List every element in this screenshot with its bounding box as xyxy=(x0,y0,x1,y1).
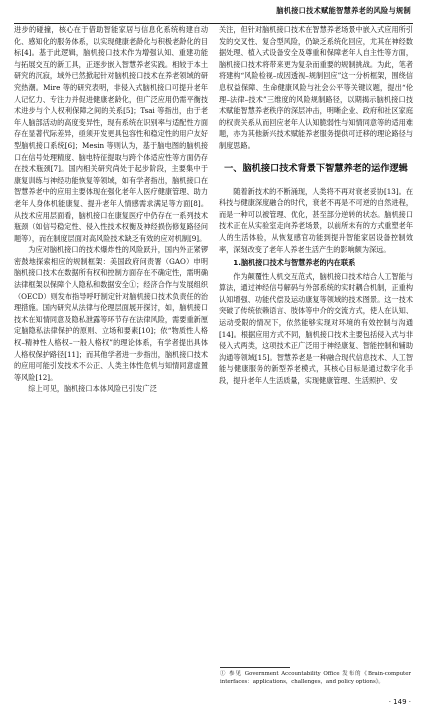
running-header-title: 脑机接口技术赋能智慧养老的风险与规制 xyxy=(276,6,411,15)
body-paragraph: 为应对脑机接口的技术爆炸性的风险跃升，国内外正紧锣密鼓地探索相应的规制框架：美国政府问责署（GAO）申明脑机接口技术在数据所有权和控制方面存在不确定性，需明确法律框架以保障个人隐私和数据安全①；经济合作与发展组织（OECD）则发布指导呼吁制定针对脑机接口技术负责任的治理措施。国内研究从法律与伦理层面展开探讨，如，脑机接口技术在知情同意及隐私泄露等环节存在法律风险，需要重新厘定脑隐私法律保护的原则、立场和要素[10]；依“物质性人格权–精神性人格权–一般人格权”的理论体系，有学者提出具体人格权保护路径[11]；而其他学者进一步指出，脑机接口技术的应用可能引发技术不公正、人类主体性危机与知情同意虚置等风险[12]。 xyxy=(14,245,208,382)
page-number: · 149 · xyxy=(388,698,411,706)
body-paragraph: 进步的碰撞，核心在于借助智能家居与信息化系统构建自动化、感知化的服务体系，以实现健康老龄化与积极老龄化的目标[4]。基于此逻辑，脑机接口技术作为增强认知、重建功能与拓展交互的新工具，正逐步嵌入智慧养老实践。相较于本土研究的沉寂，域外已然掀起针对脑机接口技术在养老领域的研究热潮。Mire 等的研究表明，非侵入式脑机接口可提升老年人记忆力、专注力并促进健康老龄化，但广泛应用仍需平衡技术进步与个人权利保障之间的关系[5]；Tsai 等指出，由于老年人脑部活动的高度变异性，现有系统在识别率与适配性方面存在显著代际差异，亟须开发更具包容性和稳定性的用户友好型脑机接口系统[6]；Mesin 等则认为，基于脑电图的脑机接口在信号处理精度、脑电特征提取与跨个体适应性等方面仍存在技术瓶颈[7]。国内相关研究尚处于起步阶段，主要集中于康复训练与神经功能恢复等领域，如有学者指出，脑机接口在智慧养老中的应用主要体现在强化老年人医疗健康管理、助力老年人身体机能康复、提升老年人情感需求满足等方面[8]。从技术应用层面看，脑机接口在康复医疗中仍存在一系列技术瓶颈（如信号稳定性、侵入性技术权衡及神经损伤修复路径问题等），而在制度层面对高风险技术缺乏有效的应对机制[9]。 xyxy=(14,25,208,243)
body-paragraph: 综上可见，脑机接口本体风险已引发广泛 xyxy=(28,384,157,394)
left-column xyxy=(14,24,208,672)
subsection-heading: 1.脑机接口技术与智慧养老的内在联系 xyxy=(233,258,356,268)
body-paragraph: 随着新技术的不断涌现，人类将不再对衰老妥协[13]。在科技与健康深度融合的时代，衰老不再是不可逆的自然进程，而是一种可以被管理、优化，甚至部分逆转的状态。脑机接口技术正在从实验室走向养老场景，以前所未有的方式重塑老年人的生活体验，从恢复感官功能到提升智能家居设备控制效率，深刻改变了老年人养老生活产生的影响颇为深远。 xyxy=(219,186,413,254)
right-column xyxy=(219,24,413,672)
article-body xyxy=(14,24,413,672)
section-heading: 一、脑机接口技术背景下智慧养老的运作逻辑 xyxy=(224,162,408,174)
body-paragraph: 关注，但针对脑机接口技术在智慧养老场景中嵌入式应用所引发的交叉性、复合型风险，仍缺乏系统化回应，尤其在神经数据处理、植入式设备安全及尊重和保障老年人自主性等方面，脑机接口技术将带来更为复杂而重要的规制挑战。为此，笔者将建构“风险检视–成因透视–规制回应”这一分析框架，围绕信息权益保障、生命健康风险与社会公平等关键议题，提出“伦理–法律–技术”三维度的风险规制路径，以期揭示脑机接口技术赋能智慧养老秩序的深层冲击，明晰企业、政府和社区家庭的权责关系从而回应老年人认知脆弱性与知情同意等的适用难题，亦为其他新兴技术赋能养老服务提供可迁移的理论路径与制度思路。 xyxy=(219,25,413,150)
body-paragraph: 作为颠覆性人机交互范式，脑机接口技术结合人工智能与算法，通过神经信号解码与外部系统的实时耦合机制，正重构认知增强、功能代偿及运动康复等领域的技术图景。这一技术突破了传统依赖语言、肢体等中介的交流方式，使人在认知、运动受限的情况下，依然能够实现对环境的有效控制与沟通[14]。根据应用方式不同，脑机接口技术主要包括侵入式与非侵入式两类，这项技术正广泛用于神经康复、智能控制和辅助沟通等领域[15]。智慧养老是一种融合现代信息技术、人工智能与健康服务的新型养老模式，其核心目标是通过数字化手段，提升老年人生活质量，实现健康管理、生活照护、安 xyxy=(219,271,413,386)
footnote: ① 参见 Government Accountability Office 发布的《Brain-computer interfaces：applications，challenges，and policy options》。 xyxy=(220,671,411,685)
running-header xyxy=(0,6,427,20)
footnote-rule xyxy=(220,667,290,668)
